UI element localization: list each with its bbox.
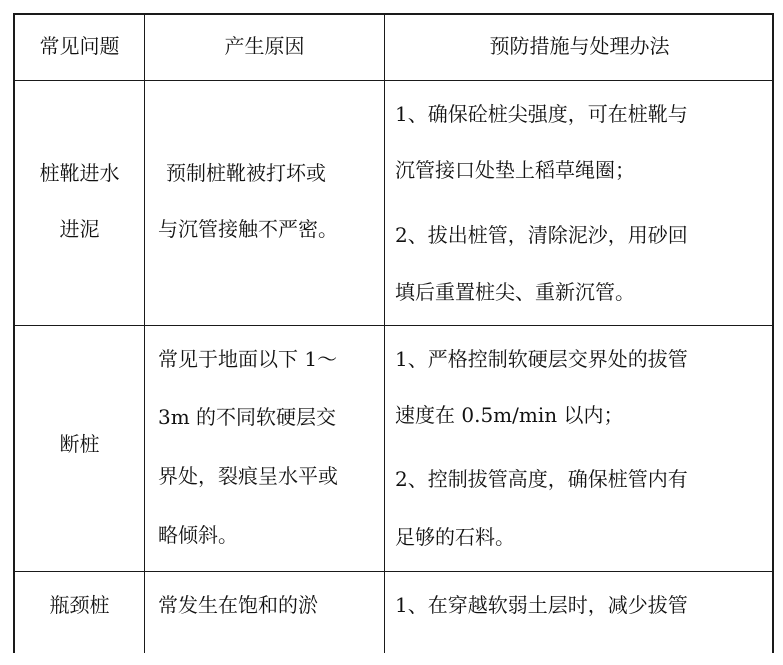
row-3-cause: 常发生在饱和的淤 [158,593,318,617]
header-problem: 常见问题 [39,34,120,58]
row-3-measures: 1、在穿越软弱土层时，减少拔管 [395,593,688,617]
row-divider [15,80,772,81]
column-divider [384,15,385,653]
measure-line: 沉管接口处垫上稻草绳圈； [395,158,635,182]
cause-line: 与沉管接触不严密。 [158,217,338,241]
header-measures: 预防措施与处理办法 [489,34,670,58]
header-cause: 产生原因 [224,34,305,58]
column-divider [144,15,145,653]
measure-line: 2、控制拔管高度，确保桩管内有 [395,467,688,491]
row-divider [15,571,772,572]
measure-line: 填后重置桩尖、重新沉管。 [395,280,635,304]
cause-line: 预制桩靴被打坏或 [166,161,326,185]
cause-line: 界处，裂痕呈水平或 [158,464,338,488]
measure-line: 2、拔出桩管，清除泥沙，用砂回 [395,223,688,247]
row-2-problem: 断桩 [59,432,100,456]
measure-line: 1、严格控制软硬层交界处的拔管 [395,347,688,371]
measure-line: 速度在 0.5m/min 以内； [395,403,624,427]
row-divider [15,325,772,326]
measure-line: 1、确保砼桩尖强度，可在桩靴与 [395,102,688,126]
cause-line: 常见于地面以下 1～ [158,347,338,371]
cause-line: 略倾斜。 [158,523,238,547]
row-3-problem: 瓶颈桩 [49,593,110,617]
problem-line: 桩靴进水 [39,161,120,185]
cause-line: 3m 的不同软硬层交 [158,405,337,429]
problem-line: 进泥 [59,217,100,241]
problems-table [13,13,774,653]
row-1-problem [15,163,144,243]
measure-line: 足够的石料。 [395,525,515,549]
